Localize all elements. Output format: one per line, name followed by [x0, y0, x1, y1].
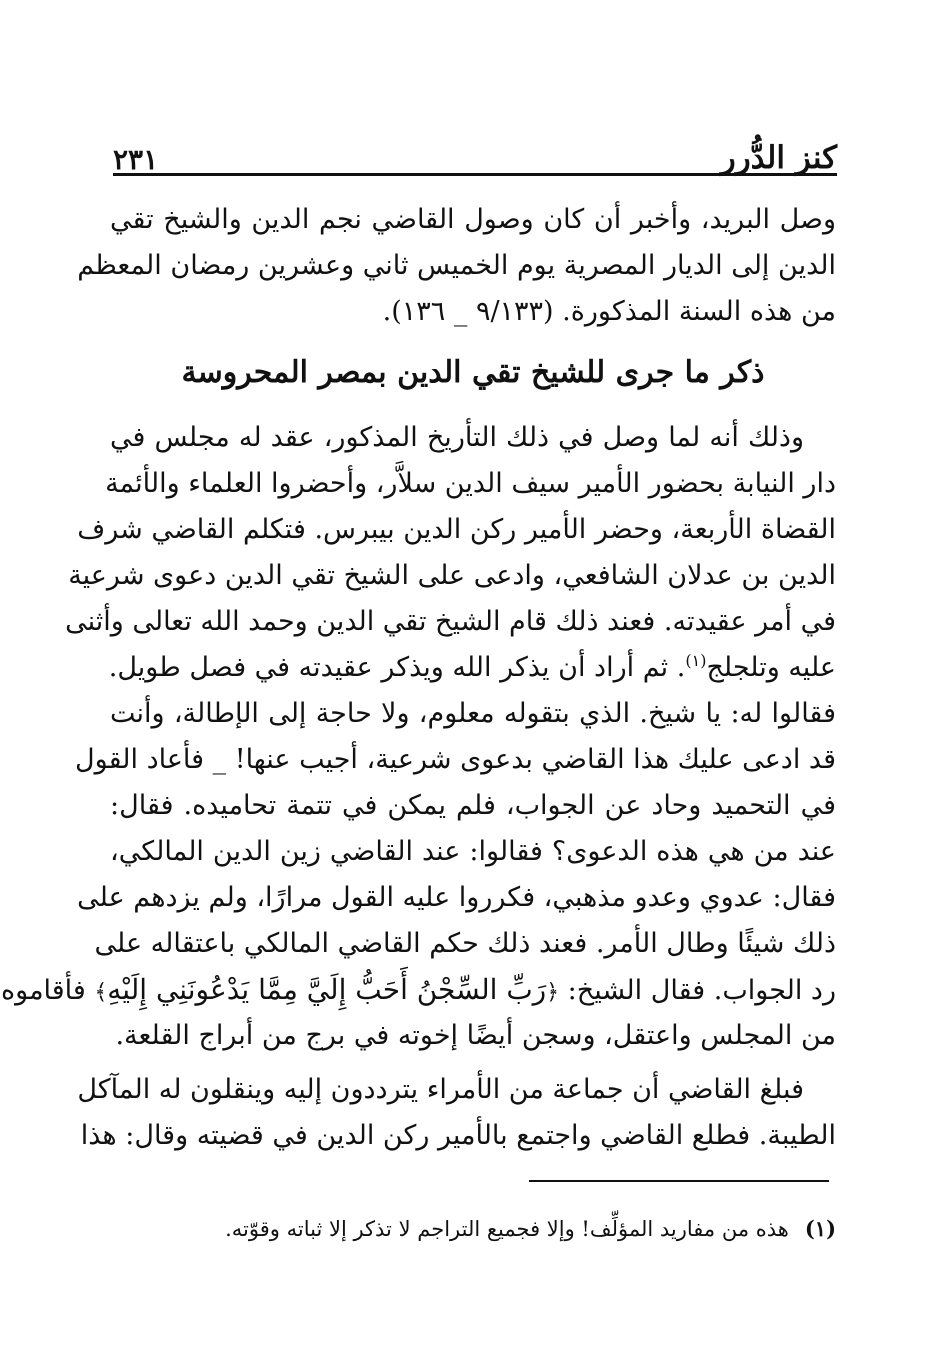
quran-verse: رَبِّ السِّجْنُ أَحَبُّ إِلَيَّ مِمَّا يَدْعُونَنِي إِلَيْهِ — [107, 973, 547, 1006]
quran-open-bracket: ﴿ — [546, 980, 560, 1005]
text-line: الطيبة. فطلع القاضي واجتمع بالأمير ركن الدين في قضيته وقال: هذا — [80, 1120, 836, 1151]
text-line: من المجلس واعتقل، وسجن أيضًا إخوته في برج من أبراج القلعة. — [115, 1020, 836, 1051]
footnote-number: (١) — [804, 1216, 836, 1241]
text-line: ذلك شيئًا وطال الأمر. فعند ذلك حكم القاضي المالكي باعتقاله على — [94, 928, 836, 959]
text-line: فقال: عدوي وعدو مذهبي، فكرروا عليه القول مرارًا، ولم يزدهم على — [77, 882, 836, 913]
paragraph-1 — [77, 197, 836, 335]
text-line: القضاة الأربعة، وحضر الأمير ركن الدين بيبرس. فتكلم القاضي شرف — [77, 514, 836, 545]
text-line: دار النيابة بحضور الأمير سيف الدين سلاَّر، وأحضروا العلماء والأئمة — [105, 468, 836, 499]
text-fragment: فأقاموه — [0, 975, 95, 1006]
footnote — [110, 1212, 836, 1246]
text-line — [110, 645, 836, 691]
paragraph-3 — [77, 1067, 836, 1159]
page-header — [113, 128, 837, 174]
footnote-text: هذه من مفاريد المؤلِّف! وإلا فجميع التراجم لا تذكر إلا ثباته وقوّته. — [225, 1217, 789, 1241]
paragraph-gap — [110, 1059, 836, 1067]
text-line: فقالوا له: يا شيخ. الذي بتقوله معلوم، ولا حاجة إلى الإطالة، وأنت — [110, 698, 836, 729]
text-fragment: رد الجواب. فقال الشيخ: — [559, 975, 836, 1006]
section-heading: ذكر ما جرى للشيخ تقي الدين بمصر المحروسة — [181, 355, 765, 390]
running-title: كنز الدُّرر — [720, 140, 837, 176]
text-fragment: . ثم أراد أن يذكر الله ويذكر عقيدته في فصل طويل. — [108, 652, 686, 683]
header-rule — [113, 173, 837, 176]
text-line — [0, 967, 836, 1013]
footnote-rule — [529, 1180, 829, 1182]
quran-close-bracket: ﴾ — [94, 980, 108, 1005]
text-line: وذلك أنه لما وصل في ذلك التأريخ المذكور، عقد له مجلس في — [110, 422, 804, 453]
page-number: ٢٣١ — [113, 143, 159, 176]
text-line: في التحميد وحاد عن الجواب، فلم يمكن في تتمة تحاميده. فقال: — [110, 790, 836, 821]
text-line: وصل البريد، وأخبر أن كان وصول القاضي نجم الدين والشيخ تقي — [110, 204, 836, 235]
text-line: الدين بن عدلان الشافعي، وادعى على الشيخ تقي الدين دعوى شرعية — [68, 560, 836, 591]
text-line: من هذه السنة المذكورة. (٩/١٣٣ _ ١٣٦). — [382, 296, 836, 327]
text-line: فبلغ القاضي أن جماعة من الأمراء يترددون إليه وينقلون له المآكل — [77, 1074, 804, 1105]
text-line: الدين إلى الديار المصرية يوم الخميس ثاني وعشرين رمضان المعظم — [77, 250, 836, 281]
page-body — [0, 197, 836, 1159]
paragraph-2 — [0, 415, 836, 1059]
text-fragment: عليه وتلجلج — [706, 652, 836, 683]
text-line: قد ادعى عليك هذا القاضي بدعوى شرعية، أجيب عنها! _ فأعاد القول — [75, 744, 836, 775]
text-line: عند من هي هذه الدعوى؟ فقالوا: عند القاضي زين الدين المالكي، — [110, 836, 836, 867]
footnote-reference[interactable]: (١) — [685, 651, 707, 670]
text-line: في أمر عقيدته. فعند ذلك قام الشيخ تقي الدين وحمد الله تعالى وأثنى — [65, 606, 836, 637]
